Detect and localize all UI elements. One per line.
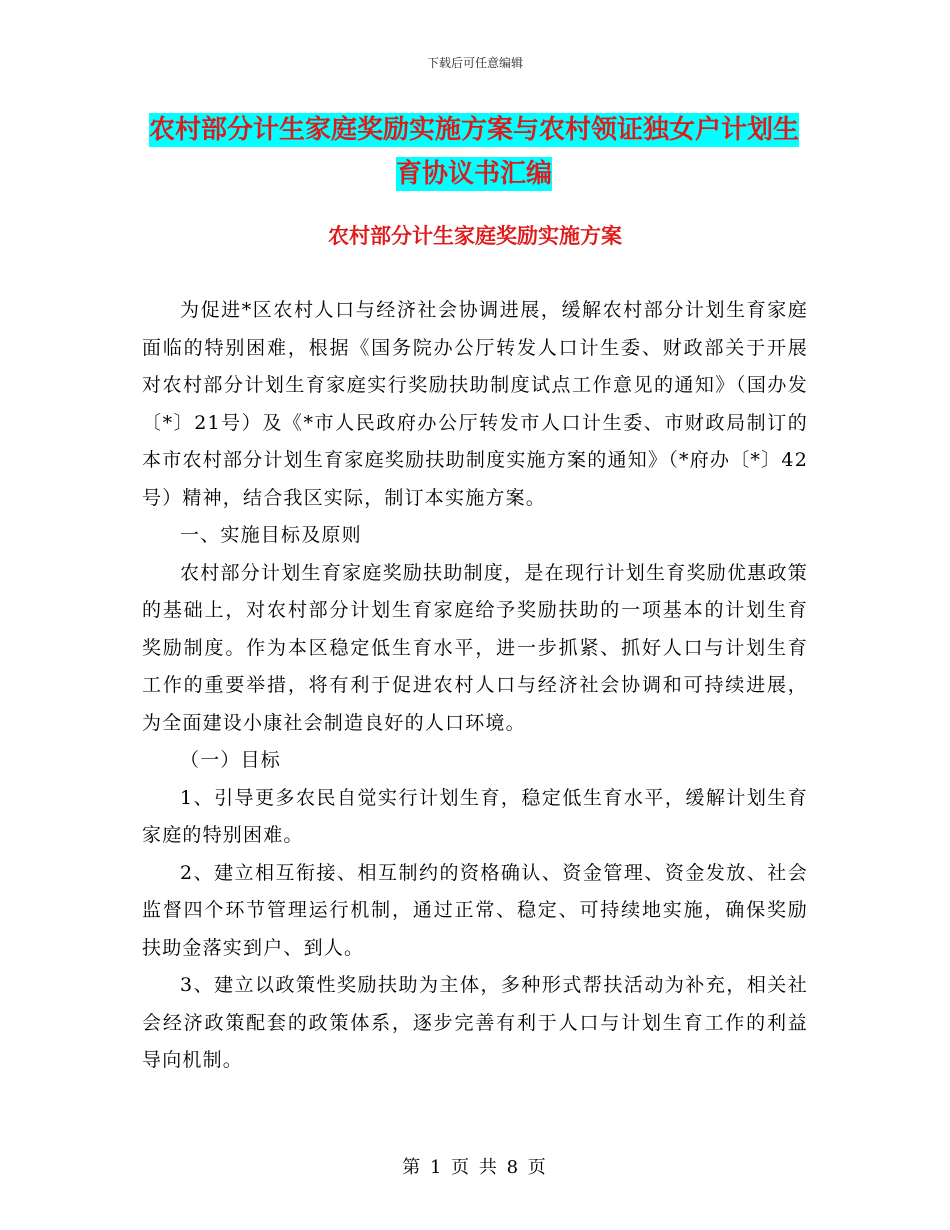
paragraph-goal-2: 2、建立相互衔接、相互制约的资格确认、资金管理、资金发放、社会监督四个环节管理运行机制，通过正常、稳定、可持续地实施，确保奖励扶助金落实到户、到人。 <box>142 861 808 959</box>
paragraph-intro: 为促进*区农村人口与经济社会协调进展，缓解农村部分计划生育家庭面临的特别困难，根据《国务院办公厅转发人口计生委、财政部关于开展对农村部分计划生育家庭实行奖励扶助制度试点工作意见的通知》（国办发〔*〕21号）及《*市人民政府办公厅转发市人口计生委、市财政局制订的本市农村部分计划生育家庭奖励扶助制度实施方案的通知》（*府办〔*〕42号）精神，结合我区实际，制订本实施方案。 <box>142 299 808 509</box>
paragraph-goal-3: 3、建立以政策性奖励扶助为主体，多种形式帮扶活动为补充，相关社会经济政策配套的政策体系，逐步完善有利于人口与计划生育工作的利益导向机制。 <box>142 974 808 1071</box>
document-title <box>140 108 808 196</box>
document-body <box>142 292 808 1080</box>
document-title-highlight: 农村部分计生家庭奖励实施方案与农村领证独女户计划生育协议书汇编 <box>148 115 799 189</box>
paragraph-goal-1: 1、引导更多农民自觉实行计划生育，稳定低生育水平，缓解计划生育家庭的特别困难。 <box>142 786 808 846</box>
paragraph-system-description: 农村部分计划生育家庭奖励扶助制度，是在现行计划生育奖励优惠政策的基础上，对农村部分计划生育家庭给予奖励扶助的一项基本的计划生育奖励制度。作为本区稳定低生育水平，进一步抓紧、抓好人口与计划生育工作的重要举措，将有利于促进农村人口与经济社会协调和可持续进展，为全面建设小康社会制造良好的人口环境。 <box>142 561 808 734</box>
heading-goals: （一）目标 <box>180 749 282 771</box>
section-title: 农村部分计生家庭奖励实施方案 <box>328 224 622 248</box>
heading-goals-principles: 一、实施目标及原则 <box>180 524 362 546</box>
page-footer: 第 1 页 共 8 页 <box>402 1157 548 1178</box>
header-note: 下载后可任意编辑 <box>426 56 523 70</box>
